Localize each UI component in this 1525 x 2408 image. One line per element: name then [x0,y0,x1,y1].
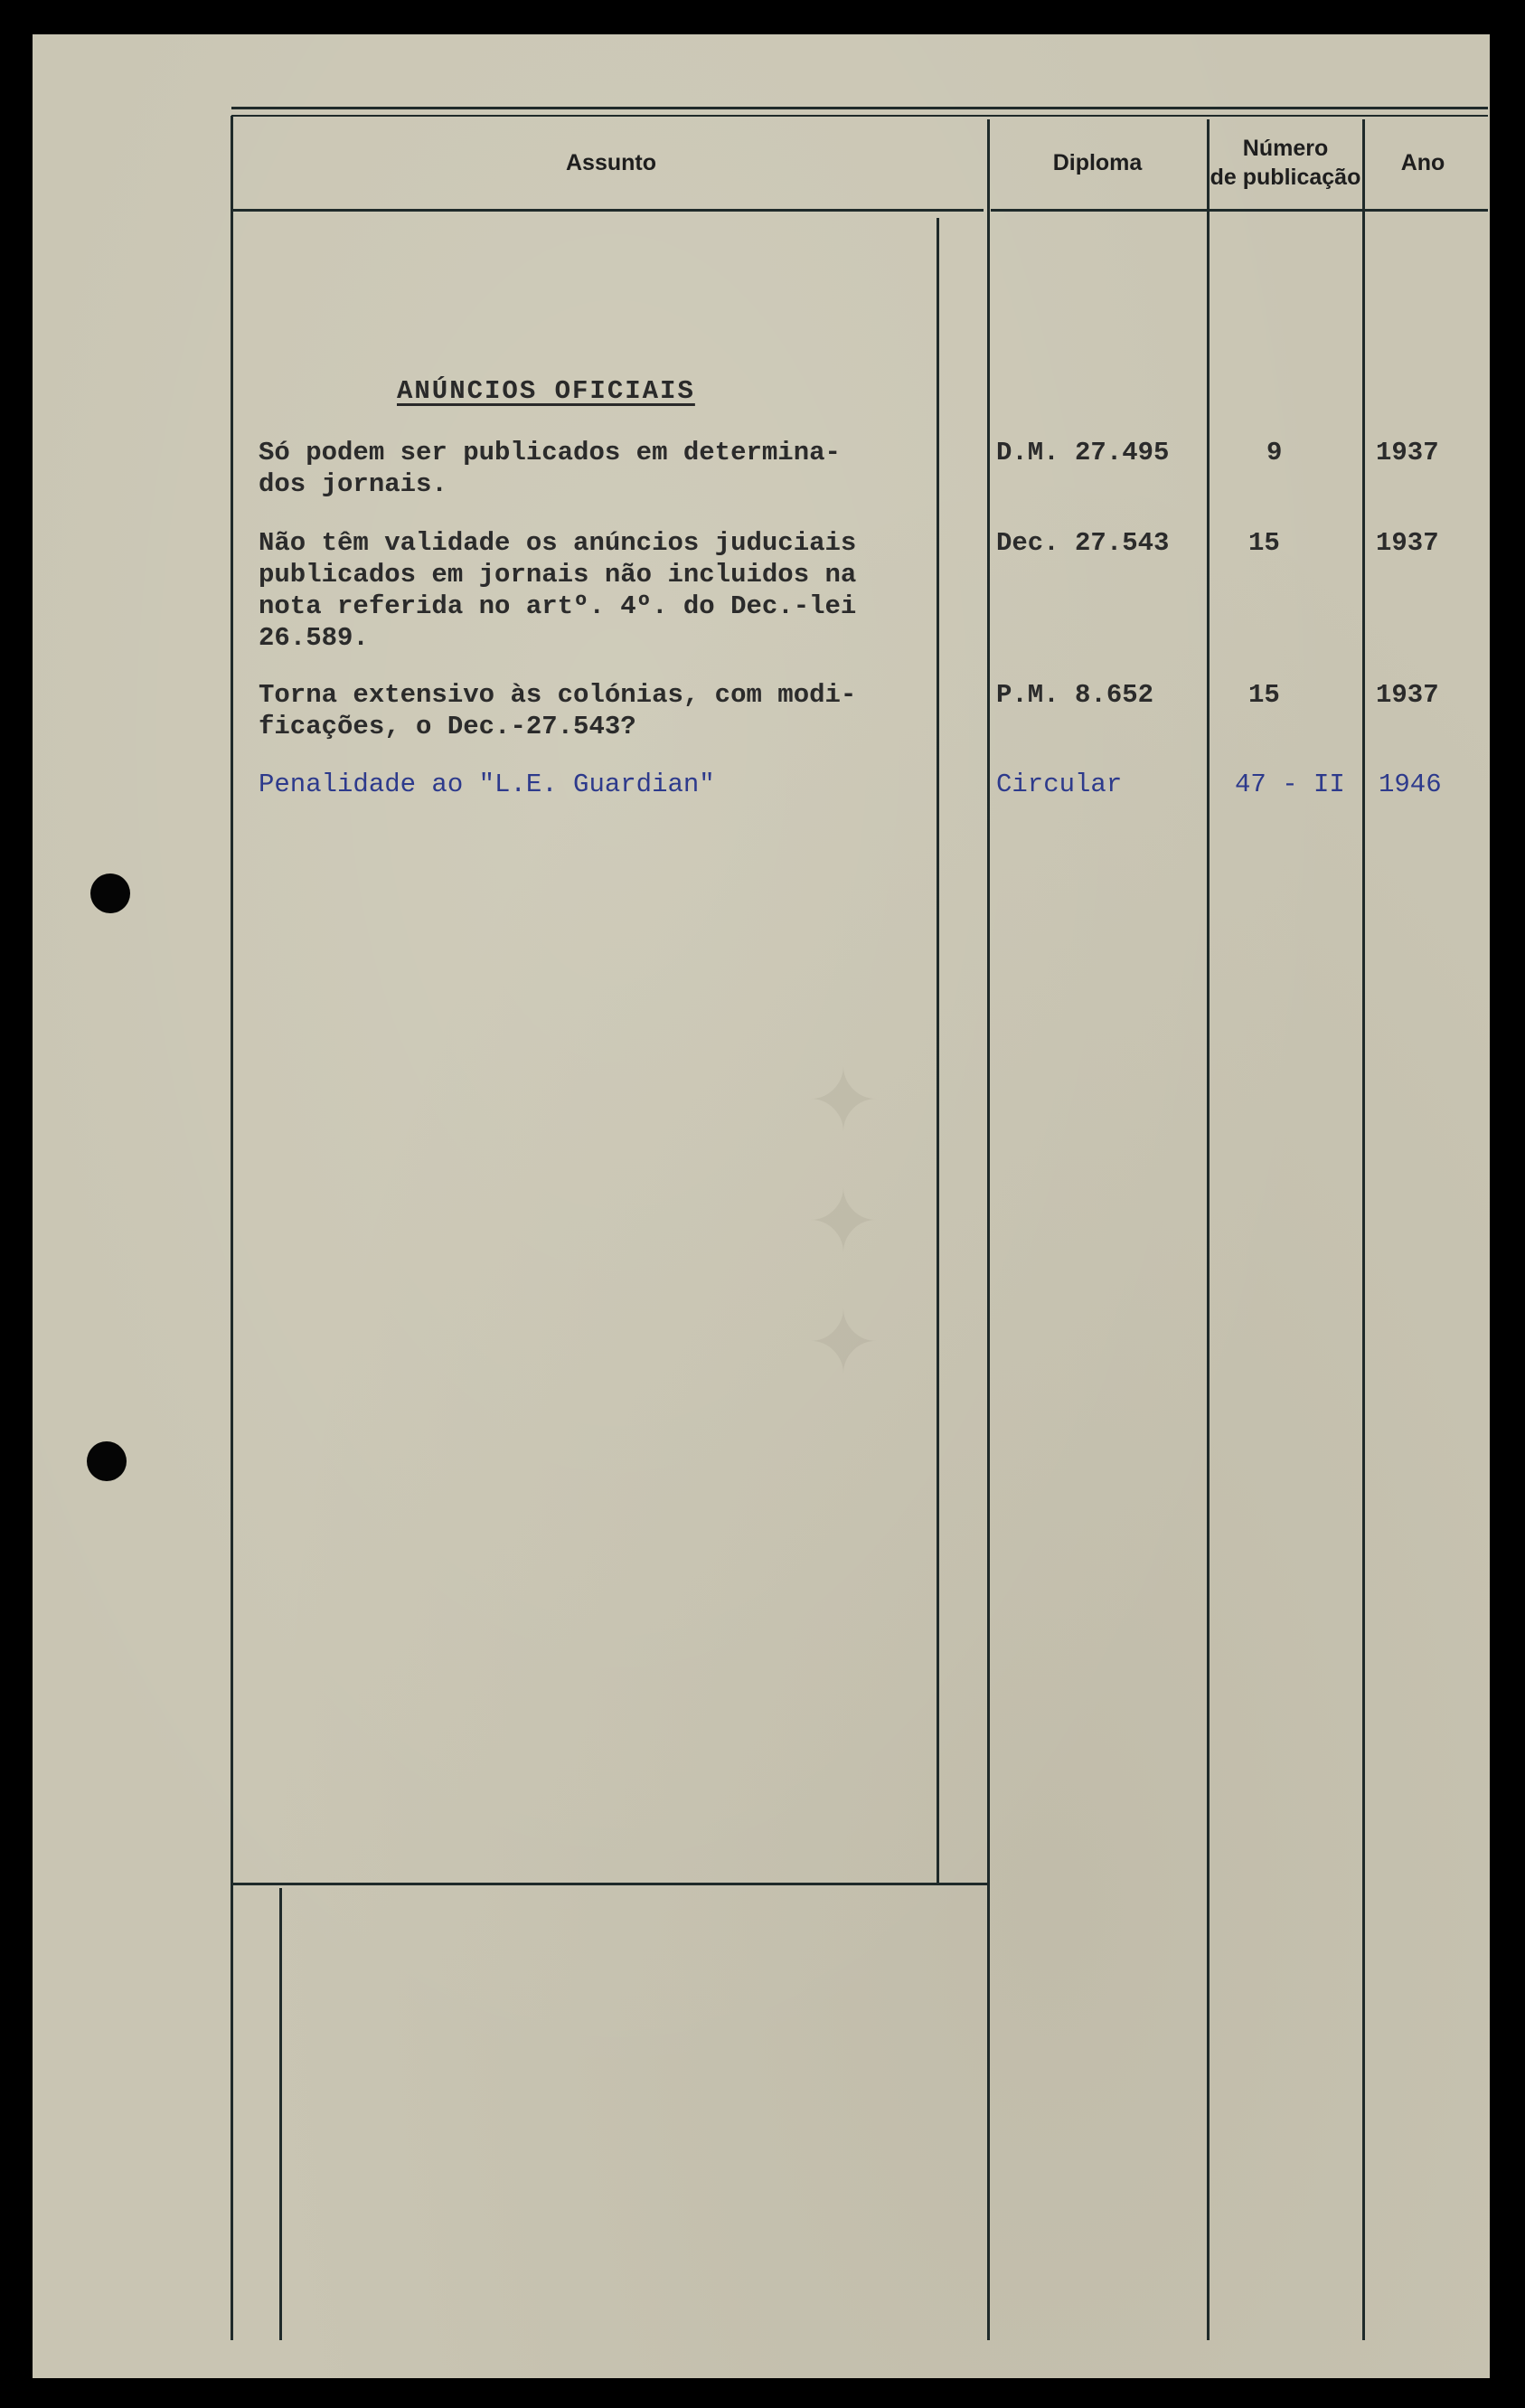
entry-diploma: P.M. 8.652 [996,680,1154,710]
header-bottom-rule-left [233,209,984,212]
entry-assunto-line: nota referida no artº. 4º. do Dec.-lei [259,591,857,621]
top-double-rule [231,107,1488,109]
entry-assunto-line: publicados em jornais não incluidos na [259,560,857,590]
header-diploma: Diploma [1052,150,1143,175]
entry-assunto-line: Torna extensivo às colónias, com modi- [259,680,857,710]
punch-hole-bottom [87,1441,127,1481]
header-bottom-rule-right [991,209,1488,212]
top-double-rule-2 [231,115,1488,117]
entry-assunto-line: Só podem ser publicados em determina- [259,438,841,467]
header-numero-line1: Número [1242,136,1329,161]
header-ano: Ano [1400,150,1445,175]
header-assunto: Assunto [566,150,656,175]
entry-assunto-line: Penalidade ao "L.E. Guardian" [259,770,715,799]
entry-numero: 47 - II [1235,770,1345,799]
entry-diploma: Circular [996,770,1123,799]
left-border-line [231,116,233,2340]
header-numero-line2: de publicação [1210,165,1361,190]
entry-diploma: D.M. 27.495 [996,438,1170,467]
diploma-left-line [987,119,990,2340]
entry-diploma: Dec. 27.543 [996,528,1170,558]
faded-stamp-watermark: ✦ ✦ ✦ [795,1053,897,1378]
entry-ano: 1937 [1376,438,1439,467]
entry-ano: 1937 [1376,680,1439,710]
entry-ano: 1937 [1376,528,1439,558]
entry-assunto-line: ficações, o Dec.-27.543? [259,712,636,741]
punch-hole-top [90,873,130,913]
entry-numero: 9 [1266,438,1283,467]
entry-numero: 15 [1248,528,1280,558]
section-title: ANÚNCIOS OFICIAIS [397,376,695,406]
ano-left-line [1362,119,1365,2340]
assunto-inner-line [937,218,939,1884]
index-card [33,34,1490,2378]
numero-left-line [1207,119,1210,2340]
entry-assunto-line: dos jornais. [259,469,447,499]
entry-numero: 15 [1248,680,1280,710]
lower-section-rule [233,1883,989,1885]
lower-margin-line [279,1888,282,2340]
entry-assunto-line: 26.589. [259,623,369,653]
entry-ano: 1946 [1379,770,1442,799]
entry-assunto-line: Não têm validade os anúncios juduciais [259,528,857,558]
